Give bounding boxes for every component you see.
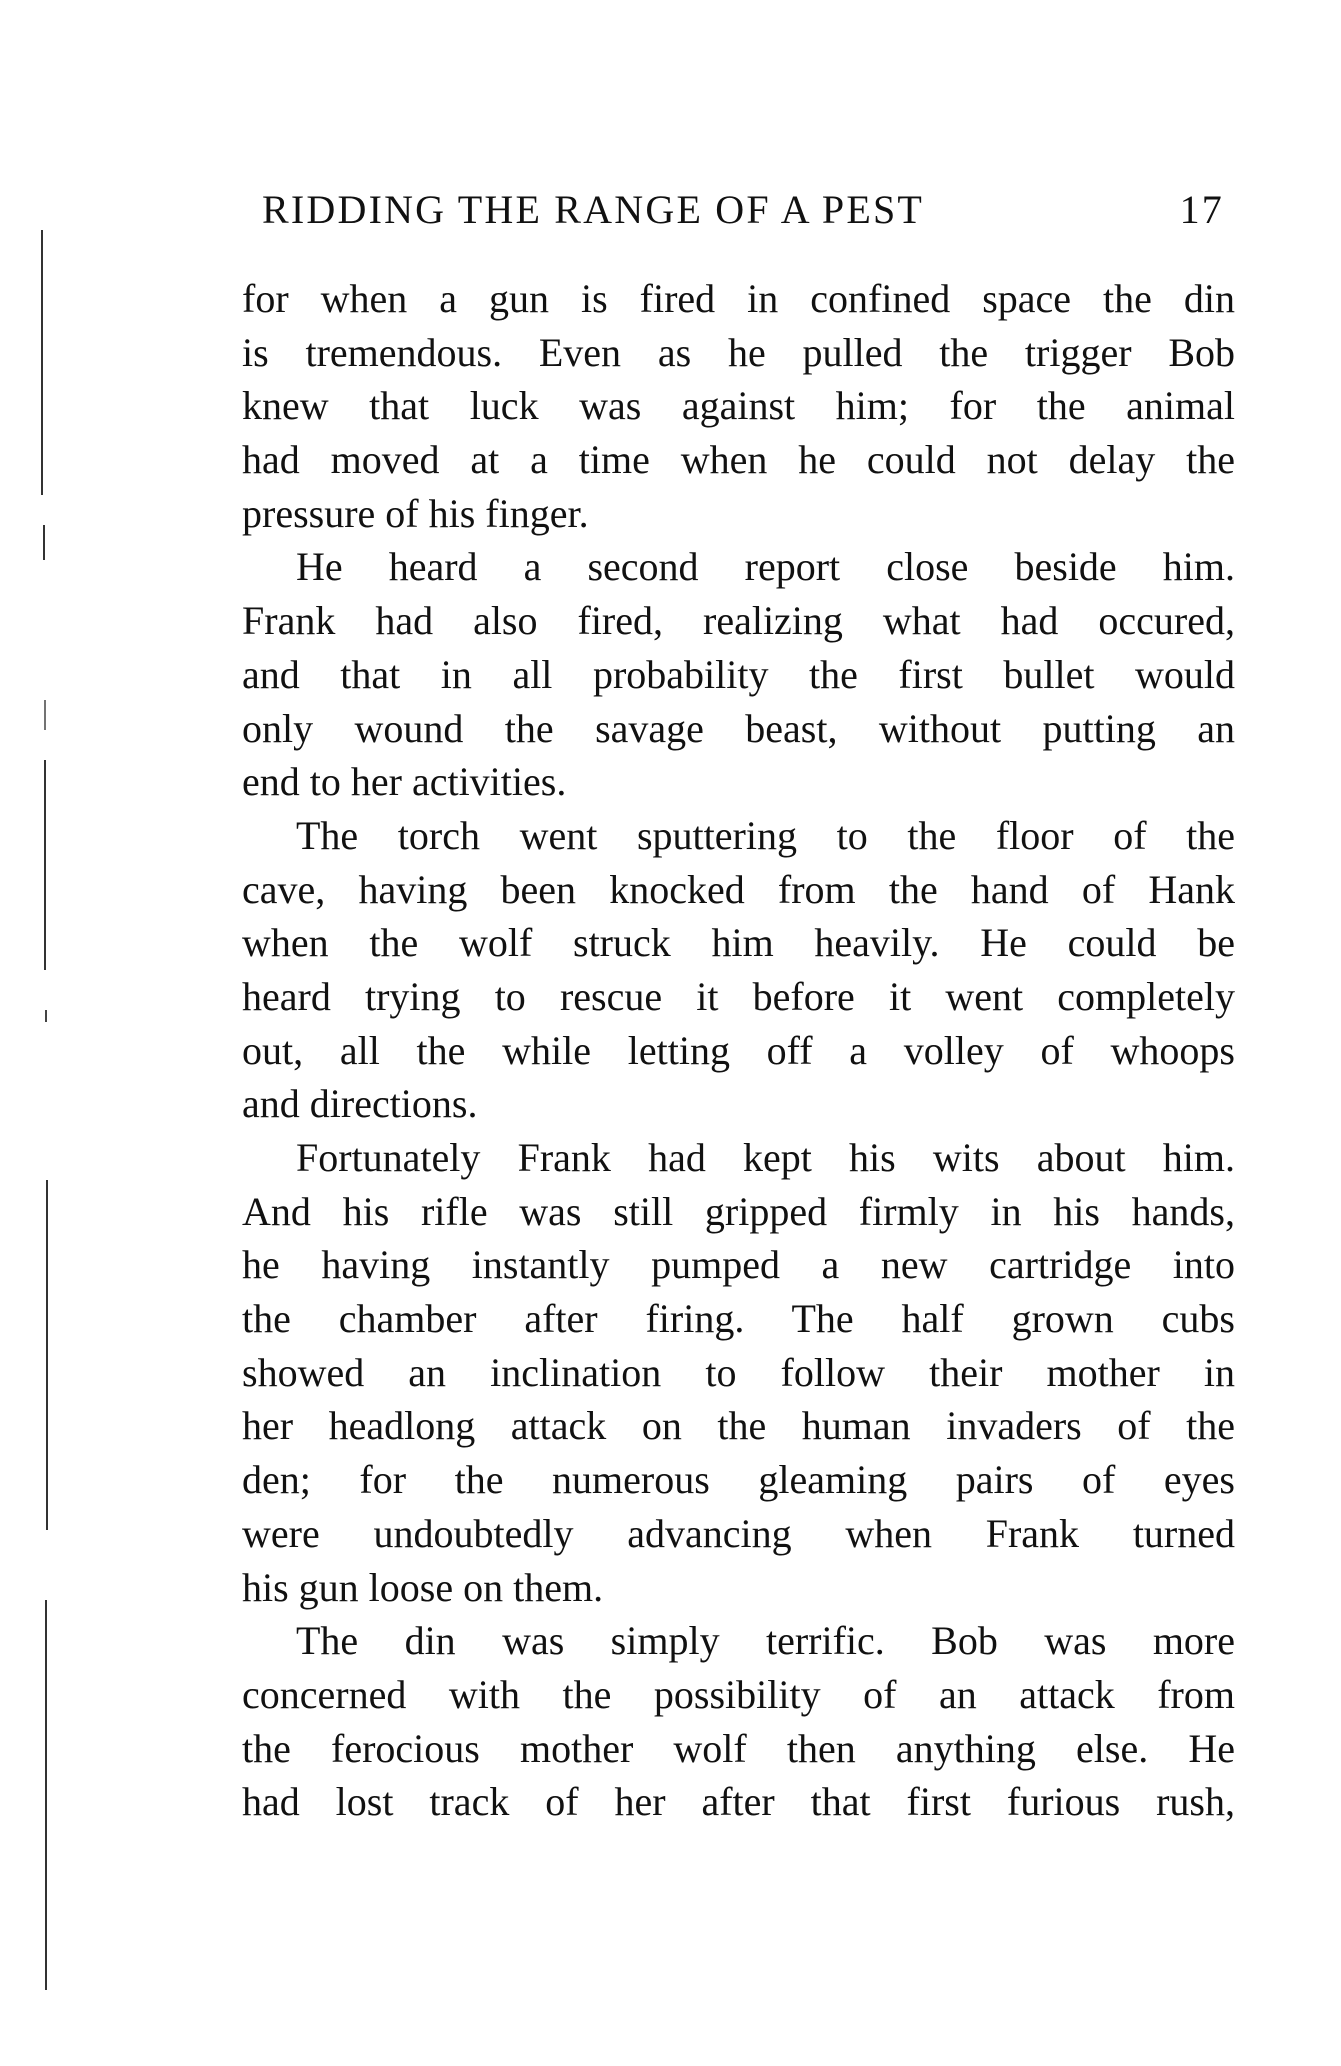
text-line: Fortunately Frank had kept his wits about him. — [296, 1135, 1235, 1180]
text-line: cave, having been knocked from the hand of Hank — [242, 866, 1235, 912]
text-line: her headlong attack on the human invaders of the — [242, 1403, 1235, 1449]
text-line: for when a gun is fired in confined space the din — [242, 276, 1235, 321]
text-line: den; for the numerous gleaming pairs of eyes — [242, 1457, 1235, 1503]
text-line: end to her activities. — [242, 759, 567, 805]
text-line: only wound the savage beast, without putting an — [242, 705, 1235, 751]
text-line: the ferocious mother wolf then anything else. He — [242, 1725, 1235, 1771]
text-line: The din was simply terrific. Bob was more — [296, 1618, 1235, 1664]
text-line: had lost track of her after that first furious rush, — [242, 1779, 1235, 1825]
text-line: is tremendous. Even as he pulled the trigger Bob — [242, 329, 1235, 375]
text-line: and directions. — [242, 1081, 478, 1127]
text-line: had moved at a time when he could not delay the — [242, 437, 1235, 483]
running-header — [262, 186, 1224, 244]
running-title: RIDDING THE RANGE OF A PEST — [262, 187, 925, 232]
text-line: and that in all probability the first bullet would — [242, 651, 1235, 697]
text-line: pressure of his finger. — [242, 490, 589, 536]
text-line: The torch went sputtering to the floor of the — [296, 812, 1235, 858]
text-line: were undoubtedly advancing when Frank turned — [242, 1510, 1235, 1556]
text-line: heard trying to rescue it before it went completely — [242, 973, 1235, 1019]
text-line: when the wolf struck him heavily. He could be — [242, 920, 1235, 966]
page-number: 17 — [1179, 187, 1224, 232]
text-line: knew that luck was against him; for the animal — [242, 383, 1235, 429]
text-line: And his rifle was still gripped firmly in his hands, — [242, 1188, 1235, 1234]
text-line: he having instantly pumped a new cartridge into — [242, 1242, 1235, 1288]
text-line: out, all the while letting off a volley of whoops — [242, 1027, 1235, 1073]
binding-edge-marks — [20, 230, 50, 1990]
text-line: He heard a second report close beside him. — [296, 544, 1235, 590]
text-line: Frank had also fired, realizing what had occured, — [242, 598, 1235, 644]
text-line: the chamber after firing. The half grown cubs — [242, 1296, 1235, 1342]
text-line: showed an inclination to follow their mother in — [242, 1349, 1235, 1395]
body-text — [242, 272, 1235, 1829]
text-line: concerned with the possibility of an attack from — [242, 1671, 1235, 1717]
text-line: his gun loose on them. — [242, 1564, 604, 1610]
